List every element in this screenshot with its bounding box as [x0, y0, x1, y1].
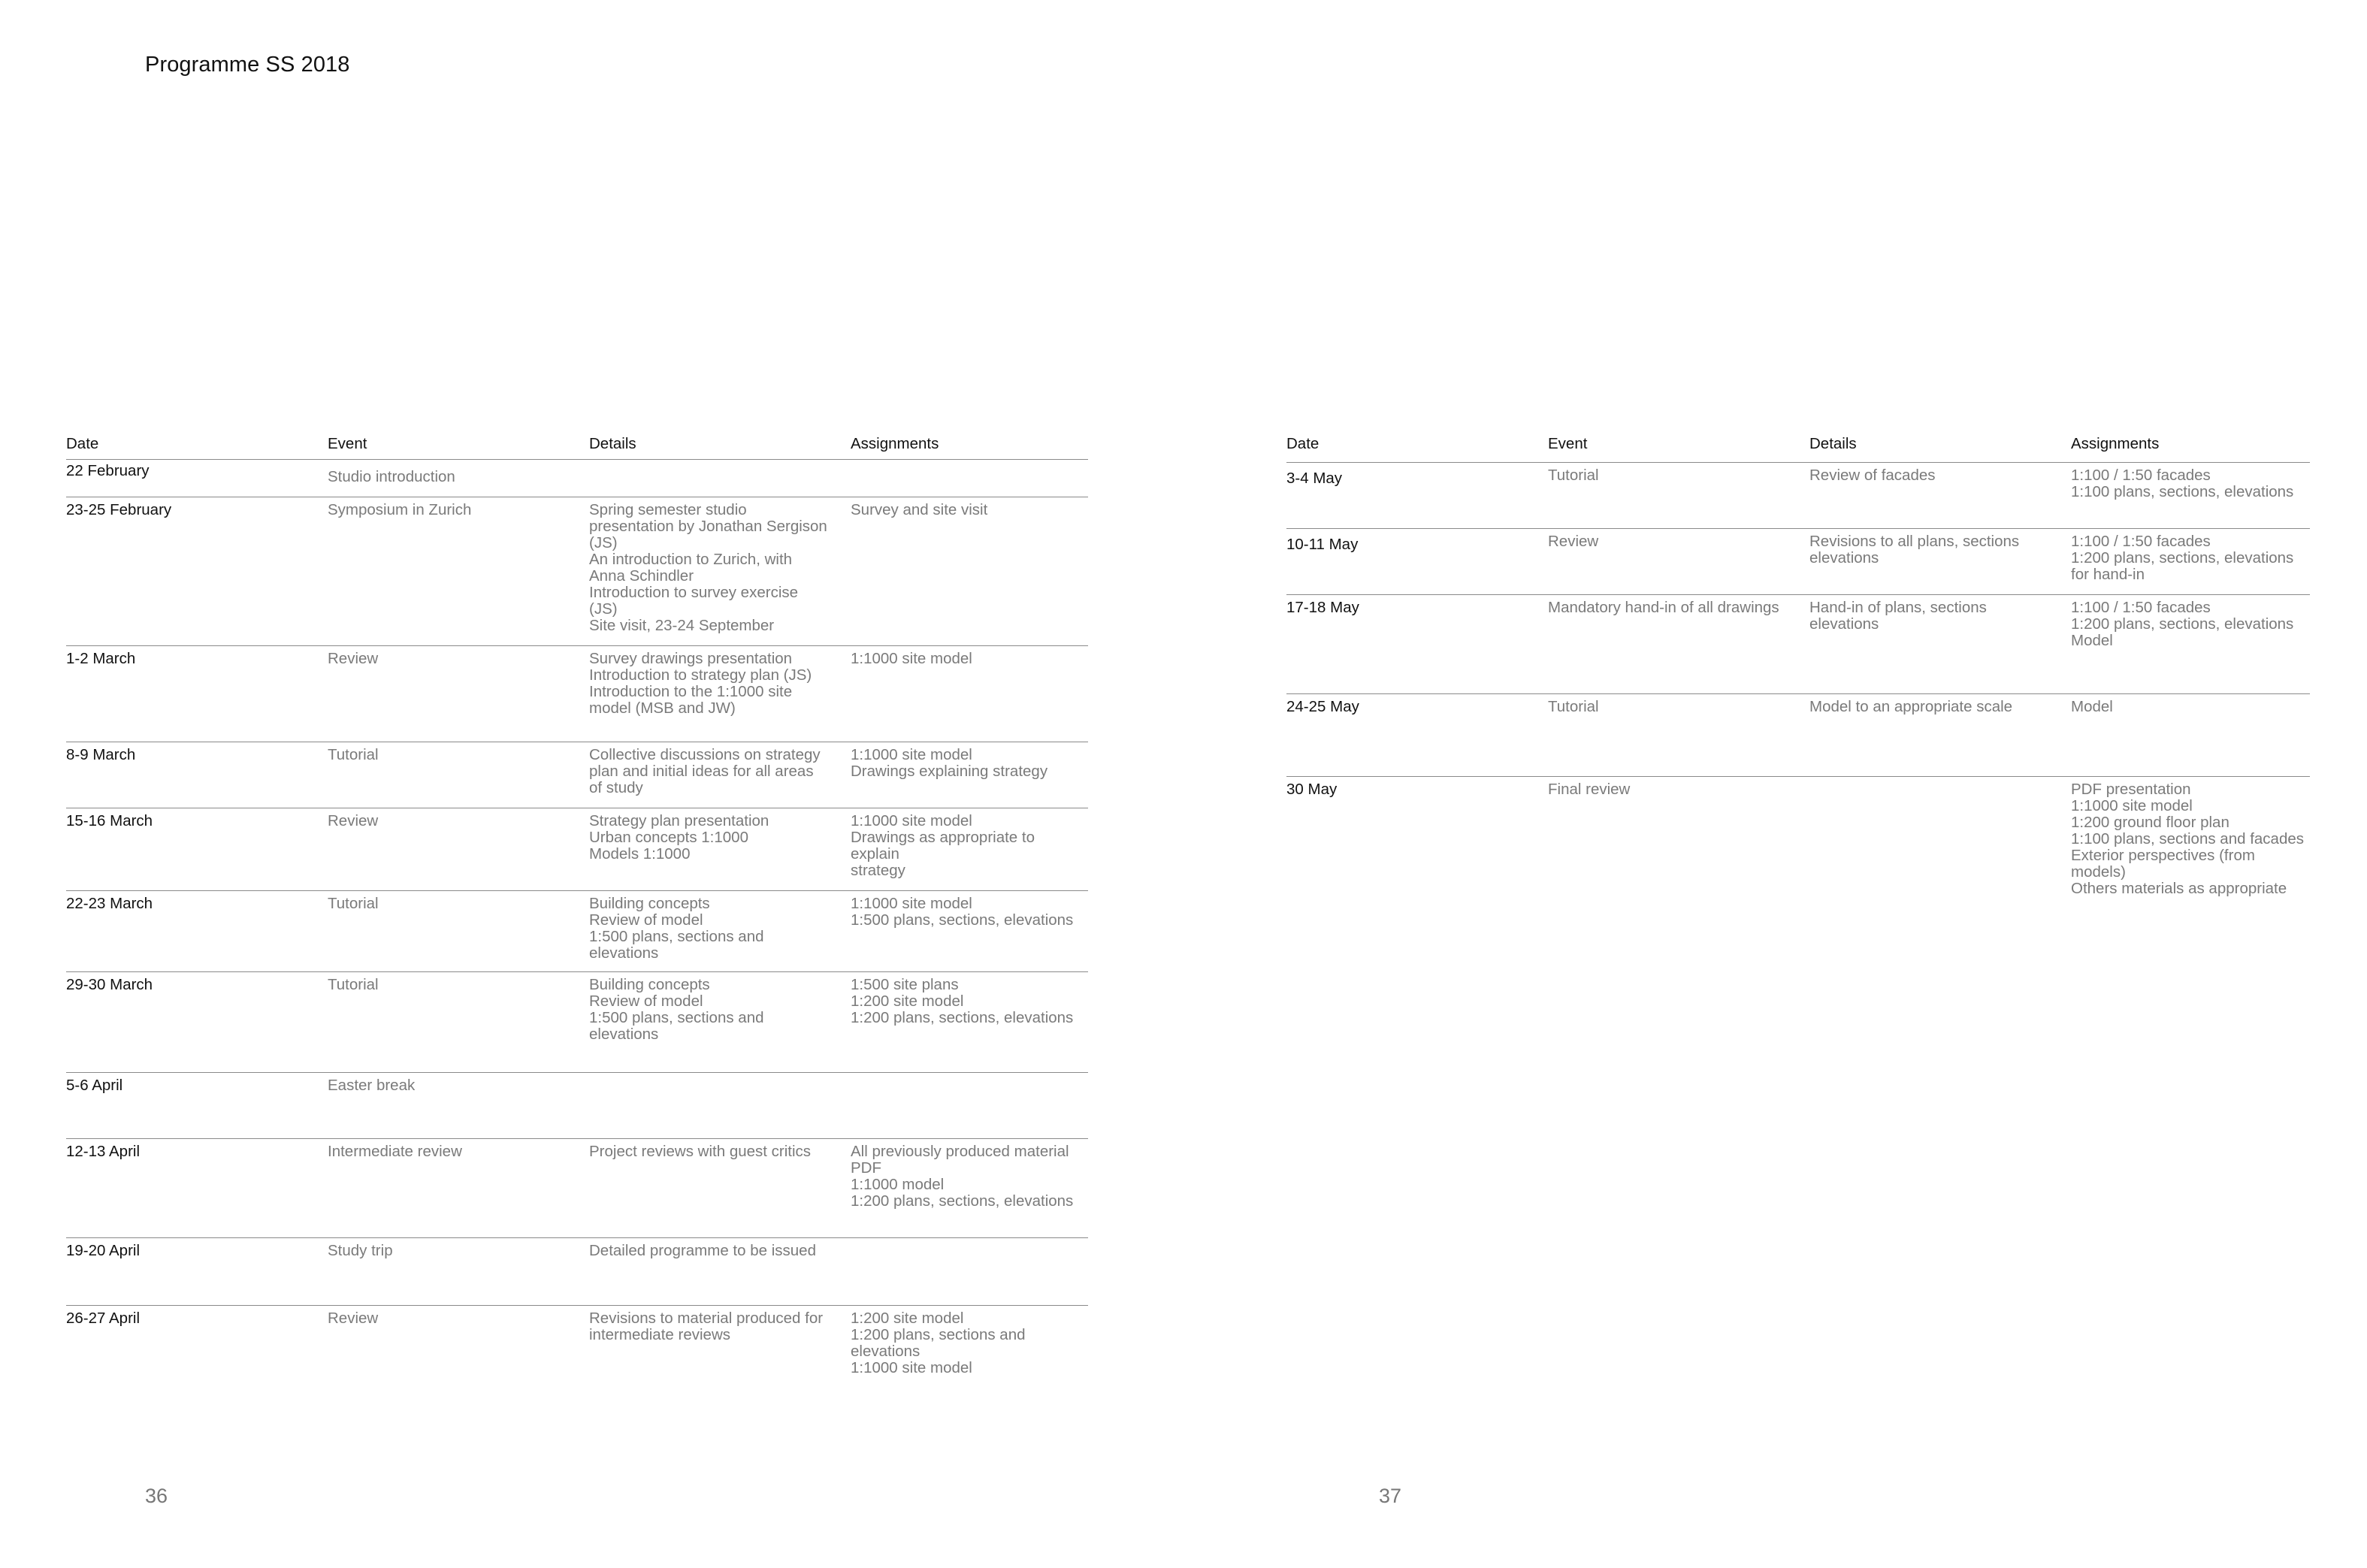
row-assignments: 1:500 site plans 1:200 site model 1:200 plans, sections, elevations: [851, 976, 1074, 1026]
page-number-left: 36: [145, 1485, 168, 1507]
row-details: Revisions to material produced for intermediate reviews: [589, 1310, 824, 1343]
row-event: Tutorial: [1548, 467, 1599, 484]
table-row: [66, 1139, 1088, 1238]
row-assignments: [851, 463, 1088, 497]
row-event: Symposium in Zurich: [328, 501, 472, 518]
row-details: Detailed programme to be issued: [589, 1242, 816, 1259]
table-header: [66, 431, 1088, 460]
table-row: [66, 742, 1088, 808]
row-event: Study trip: [328, 1242, 393, 1259]
row-assignments: [851, 1243, 1088, 1305]
row-details: Review of facades: [1809, 467, 1936, 484]
row-date: 24-25 May: [1286, 698, 1359, 715]
table-row: [1286, 694, 2310, 777]
column-header-assignments: Assignments: [2071, 435, 2160, 452]
page-title: Programme SS 2018: [145, 53, 350, 77]
table-row: [66, 972, 1088, 1073]
table-header: [1286, 431, 2310, 463]
table-row: [66, 497, 1088, 646]
row-details: Model to an appropriate scale: [1809, 698, 2013, 715]
row-event: Tutorial: [328, 895, 379, 912]
row-event: Tutorial: [328, 976, 379, 993]
row-details: [589, 1077, 851, 1138]
row-details: [589, 463, 851, 497]
row-event: Tutorial: [328, 746, 379, 763]
row-date: 19-20 April: [66, 1242, 141, 1259]
row-date: 12-13 April: [66, 1143, 141, 1160]
row-details: Hand-in of plans, sections elevations: [1809, 599, 1987, 633]
row-assignments: 1:1000 site model 1:500 plans, sections, elevations: [851, 895, 1074, 929]
row-details: Spring semester studio presentation by Jonathan Sergison (JS) An introduction to Zurich, with Anna Schindler Introduction to survey exercise (JS) Site visit, 23-24 September: [589, 501, 827, 634]
row-event: Review: [328, 1310, 379, 1327]
row-date: 1-2 March: [66, 650, 136, 667]
row-assignments: 1:100 / 1:50 facades 1:200 plans, sections, elevations Model: [2071, 599, 2294, 649]
column-header-date: Date: [1286, 435, 1320, 452]
row-assignments: Survey and site visit: [851, 501, 988, 518]
row-event: Review: [1548, 533, 1599, 550]
table-row: [66, 891, 1088, 972]
row-assignments: All previously produced material PDF 1:1000 model 1:200 plans, sections, elevations: [851, 1143, 1074, 1210]
row-details: [1809, 781, 2071, 905]
row-date: 3-4 May: [1286, 470, 1343, 487]
table-row: [1286, 777, 2310, 905]
column-header-details: Details: [1809, 435, 1857, 452]
column-header-assignments: Assignments: [851, 435, 939, 452]
schedule-table-left: [66, 431, 1088, 1376]
row-details: Strategy plan presentation Urban concepts 1:1000 Models 1:1000: [589, 812, 769, 863]
row-date: 29-30 March: [66, 976, 153, 993]
table-row: [66, 808, 1088, 891]
row-assignments: 1:200 site model 1:200 plans, sections and elevations 1:1000 site model: [851, 1310, 1026, 1376]
schedule-table-right: [1286, 431, 2310, 905]
row-date: 30 May: [1286, 781, 1338, 798]
row-details: Revisions to all plans, sections elevations: [1809, 533, 2020, 566]
row-date: 15-16 March: [66, 812, 153, 829]
row-date: 23-25 February: [66, 501, 172, 518]
table-row: [66, 1238, 1088, 1306]
row-assignments: 1:100 / 1:50 facades 1:100 plans, sections, elevations: [2071, 467, 2294, 500]
table-row: [66, 646, 1088, 742]
row-event: Mandatory hand-in of all drawings: [1548, 599, 1779, 616]
row-event: Final review: [1548, 781, 1631, 798]
row-assignments: Model: [2071, 698, 2113, 715]
row-details: Building concepts Review of model 1:500 plans, sections and elevations: [589, 895, 764, 962]
table-row: [1286, 463, 2310, 529]
row-date: 17-18 May: [1286, 599, 1359, 616]
row-date: 22 February: [66, 462, 150, 479]
column-header-event: Event: [328, 435, 367, 452]
row-event: Easter break: [328, 1077, 416, 1094]
row-date: 5-6 April: [66, 1077, 123, 1094]
row-assignments: PDF presentation 1:1000 site model 1:200 ground floor plan 1:100 plans, sections and facades Exterior perspectives (from models) Others materials as appropriate: [2071, 781, 2304, 897]
row-event: Review: [328, 650, 379, 667]
row-event: Intermediate review: [328, 1143, 462, 1160]
row-assignments: 1:1000 site model Drawings explaining strategy: [851, 746, 1048, 780]
row-date: 10-11 May: [1286, 536, 1359, 553]
row-details: Collective discussions on strategy plan and initial ideas for all areas of study: [589, 746, 821, 796]
column-header-details: Details: [589, 435, 636, 452]
table-row: [1286, 595, 2310, 694]
row-assignments: 1:100 / 1:50 facades 1:200 plans, sections, elevations for hand-in: [2071, 533, 2294, 583]
row-date: 8-9 March: [66, 746, 136, 763]
row-assignments: 1:1000 site model Drawings as appropriate to explain strategy: [851, 812, 1035, 879]
table-row: [66, 460, 1088, 497]
row-assignments: [851, 1077, 1088, 1138]
row-date: 26-27 April: [66, 1310, 141, 1327]
row-event: Review: [328, 812, 379, 829]
table-row: [66, 1306, 1088, 1376]
column-header-event: Event: [1548, 435, 1588, 452]
page-number-right: 37: [1379, 1485, 1402, 1507]
table-row: [1286, 529, 2310, 595]
row-event: Studio introduction: [328, 468, 455, 485]
row-assignments: 1:1000 site model: [851, 650, 972, 667]
table-row: [66, 1073, 1088, 1139]
column-header-date: Date: [66, 435, 99, 452]
row-details: Building concepts Review of model 1:500 plans, sections and elevations: [589, 976, 764, 1043]
row-date: 22-23 March: [66, 895, 153, 912]
row-details: Survey drawings presentation Introduction to strategy plan (JS) Introduction to the 1:1000 site model (MSB and JW): [589, 650, 812, 717]
row-event: Tutorial: [1548, 698, 1599, 715]
row-details: Project reviews with guest critics: [589, 1143, 812, 1160]
